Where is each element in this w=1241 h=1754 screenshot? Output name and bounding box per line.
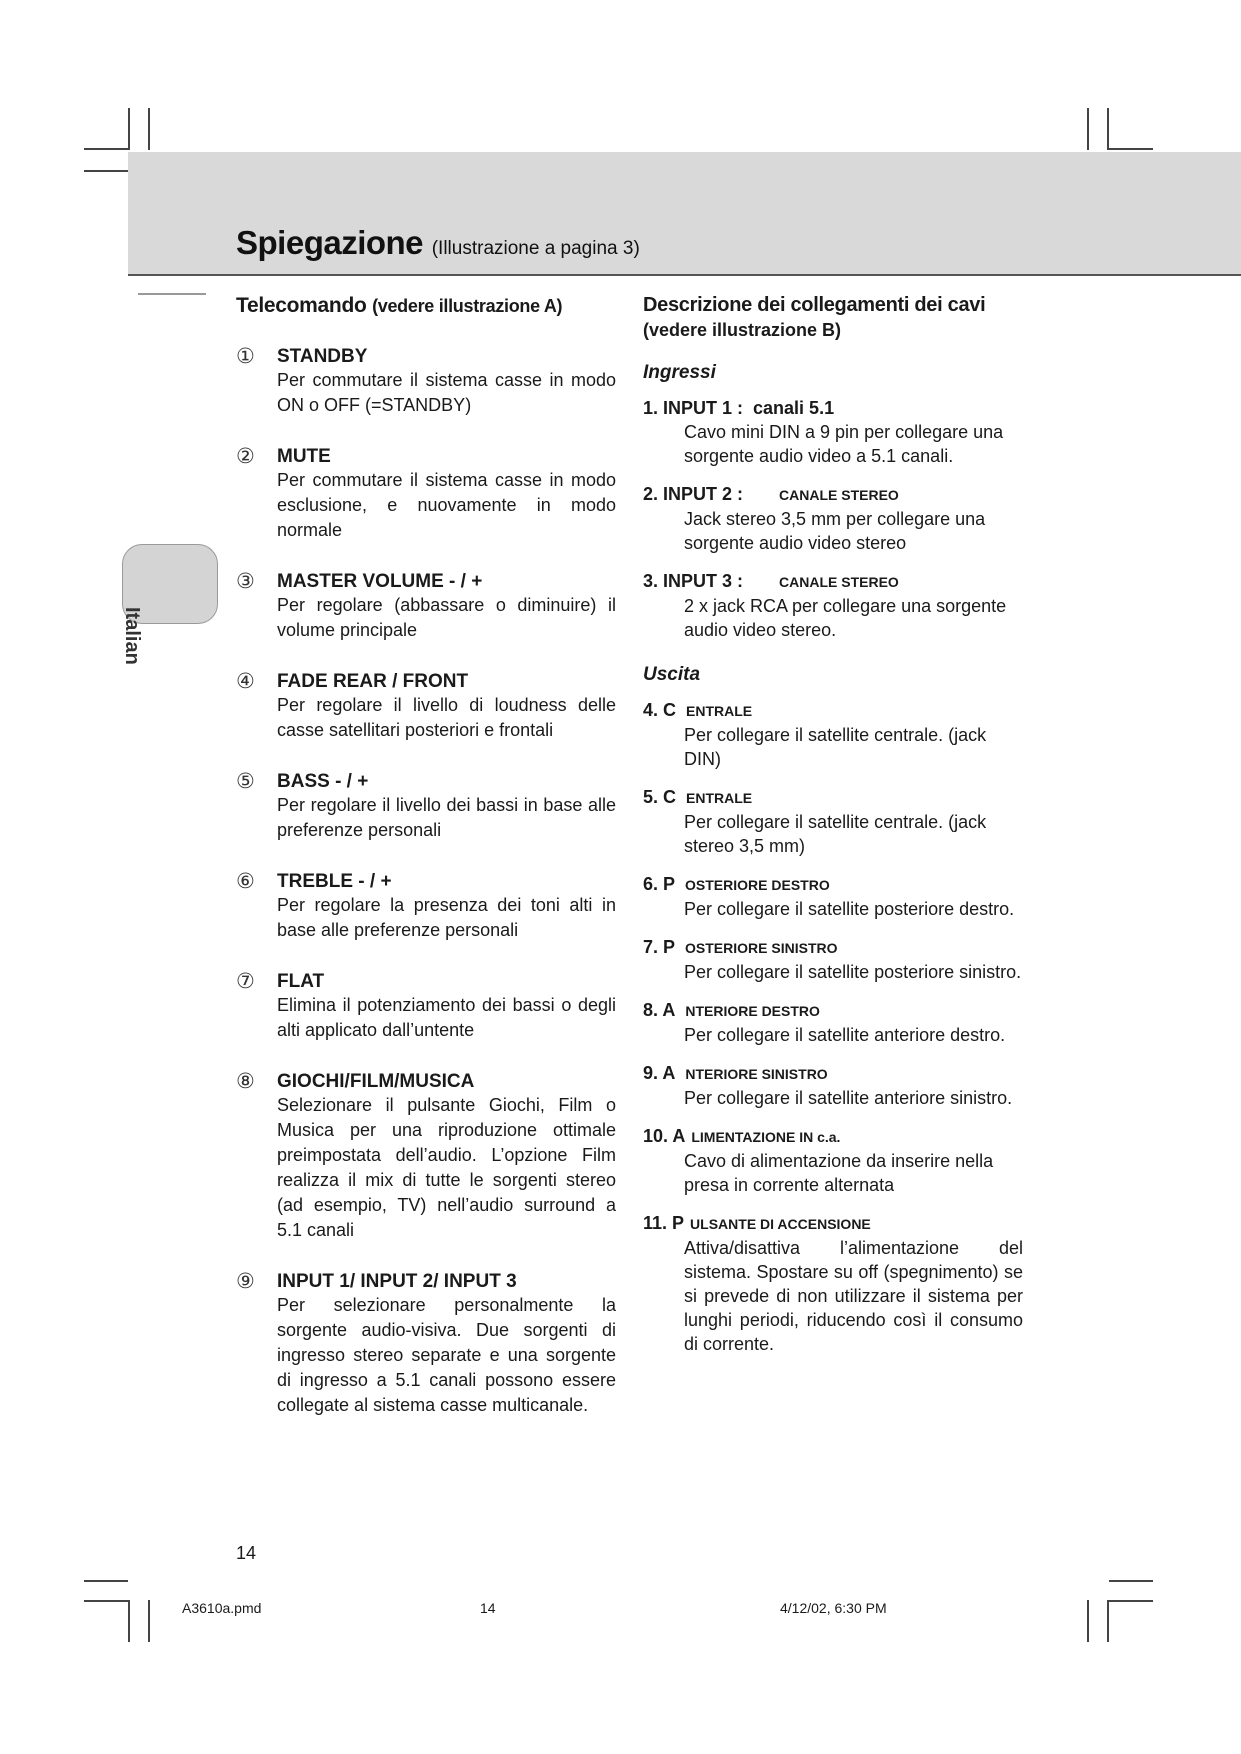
connection-description: Per collegare il satellite anteriore sinistro. [684,1088,1013,1108]
connection-tag: OSTERIORE SINISTRO [685,940,838,956]
connection-description: Per collegare il satellite posteriore sinistro. [684,962,1022,982]
crop-mark [1109,148,1153,150]
crop-mark [84,170,128,172]
connection-number: 11. P [643,1213,685,1233]
connection-item [643,569,1023,642]
item-label: MUTE [277,446,331,467]
connection-tag: NTERIORE DESTRO [685,1003,820,1019]
remote-item [236,570,616,643]
connection-tag: ENTRALE [686,790,753,806]
item-label: BASS - / + [277,771,369,792]
item-number: ⑧ [236,1070,255,1093]
crop-mark [148,1600,150,1642]
item-description: Per commutare il sistema casse in modo ON o OFF (=STANDBY) [277,370,616,415]
connection-item [643,482,1023,555]
connection-description: Attiva/disattiva l’alimentazione del sistema. Spostare su off (spegnimento) se si prevede di non utilizzare il sistema per lunghi periodi, riducendo così il consumo di corrente. [684,1238,1023,1354]
crop-mark [1109,1600,1153,1602]
remote-item [236,1270,616,1418]
crop-mark [128,108,130,150]
connection-description: Cavo mini DIN a 9 pin per collegare una sorgente audio video a 5.1 canali. [684,422,1004,466]
connection-number: 4. C [643,700,677,720]
connection-description: Per collegare il satellite centrale. (jack stereo 3,5 mm) [684,812,987,856]
inputs-heading: Ingressi [643,362,716,383]
item-description: Per selezionare personalmente la sorgente audio-visiva. Due sorgenti di ingresso stereo separate e una sorgente di ingresso a 5.1 canali possono essere collegate al sistema casse multicanale. [277,1295,616,1415]
connection-description: Per collegare il satellite centrale. (jack DIN) [684,725,987,769]
remote-item [236,870,616,943]
connection-item [643,698,1023,771]
item-description: Per regolare il livello di loudness delle casse satellitari posteriori e frontali [277,695,616,740]
item-description: Per commutare il sistema casse in modo esclusione, e nuovamente in modo normale [277,470,616,540]
connection-item [643,935,1023,984]
remote-title [236,294,616,318]
connection-item [643,1061,1023,1110]
connection-tag: ENTRALE [686,703,753,719]
footer-file-name: A3610a.pmd [182,1600,262,1616]
language-tab-label: Italian [121,607,143,665]
connection-tag: ULSANTE DI ACCENSIONE [690,1216,871,1232]
page-title [236,224,640,262]
connection-item [643,396,1023,468]
connection-tag: CANALE STEREO [779,487,899,503]
item-description: Per regolare la presenza dei toni alti in base alle preferenze personali [277,895,616,940]
connection-number: 9. A [643,1063,676,1083]
connection-number: 10. A [643,1126,686,1146]
connection-item [643,872,1023,921]
item-description: Elimina il potenziamento dei bassi o degli alti applicato dall’untente [277,995,616,1040]
item-label: STANDBY [277,346,368,367]
remote-item [236,970,616,1043]
remote-item [236,345,616,418]
crop-mark [148,108,150,150]
crop-mark [1087,1600,1089,1642]
connection-item [643,785,1023,858]
crop-mark [84,1600,128,1602]
connections-section [643,292,1023,1370]
item-number: ⑦ [236,970,255,993]
connection-description: Jack stereo 3,5 mm per collegare una sorgente audio video stereo [684,509,986,553]
connection-number: 2. INPUT 2 : [643,484,744,504]
page-number: 14 [236,1543,257,1563]
connection-item [643,1124,1023,1197]
connection-item [643,998,1023,1047]
connection-tag: OSTERIORE DESTRO [685,877,830,893]
remote-section [236,294,616,1445]
crop-mark [84,1580,128,1582]
connection-description: Per collegare il satellite anteriore destro. [684,1025,1006,1045]
item-number: ③ [236,570,255,593]
connection-number: 1. INPUT 1 : [643,398,744,418]
footer-page: 14 [480,1600,496,1616]
item-number: ② [236,445,255,468]
connection-number: 3. INPUT 3 : [643,571,744,591]
crop-mark [1087,108,1089,150]
connection-tag: canali 5.1 [753,398,835,418]
item-number: ⑨ [236,1270,255,1293]
page-subtitle: (Illustrazione a pagina 3) [431,238,640,259]
item-number: ⑤ [236,770,255,793]
connection-number: 5. C [643,787,677,807]
language-tab [121,544,218,665]
remote-item [236,445,616,543]
item-label: FADE REAR / FRONT [277,671,469,692]
item-description: Selezionare il pulsante Giochi, Film o Musica per una riproduzione ottimale preimpostata dell’audio. L’opzione Film realizza il mix di tutte le sorgenti stereo (ad esempio, TV) nell’audio surround a 5.1 canali [277,1095,616,1240]
item-number: ④ [236,670,255,693]
connection-number: 6. P [643,874,676,894]
item-label: GIOCHI/FILM/MUSICA [277,1071,475,1092]
remote-title-text: Telecomando [236,294,367,317]
side-rule [138,293,206,295]
connection-description: 2 x jack RCA per collegare una sorgente audio video stereo. [684,596,1007,640]
item-label: INPUT 1/ INPUT 2/ INPUT 3 [277,1271,517,1292]
crop-mark [128,1600,130,1642]
item-number: ⑥ [236,870,255,893]
item-label: TREBLE - / + [277,871,392,892]
connections-title: Descrizione dei collegamenti dei cavi [643,294,986,316]
remote-item [236,670,616,743]
remote-title-note: (vedere illustrazione A) [372,296,563,316]
item-number: ① [236,345,255,368]
connection-tag: CANALE STEREO [779,574,899,590]
connections-subtitle: (vedere illustrazione B) [643,320,842,340]
page-title-text: Spiegazione [236,224,424,261]
crop-mark [1107,1600,1109,1642]
connection-tag: NTERIORE SINISTRO [685,1066,828,1082]
footer-date: 4/12/02, 6:30 PM [780,1600,887,1616]
item-label: MASTER VOLUME - / + [277,571,483,592]
crop-mark [1109,1580,1153,1582]
connection-number: 7. P [643,937,676,957]
item-label: FLAT [277,971,325,992]
outputs-heading: Uscita [643,664,701,685]
connection-item [643,1211,1023,1356]
connection-number: 8. A [643,1000,676,1020]
remote-item [236,1070,616,1243]
connection-description: Per collegare il satellite posteriore destro. [684,899,1015,919]
crop-mark [84,148,128,150]
item-description: Per regolare il livello dei bassi in base alle preferenze personali [277,795,616,840]
remote-item [236,770,616,843]
connection-tag: LIMENTAZIONE IN c.a. [691,1129,841,1145]
item-description: Per regolare (abbassare o diminuire) il volume principale [277,595,616,640]
connection-description: Cavo di alimentazione da inserire nella presa in corrente alternata [684,1151,994,1195]
crop-mark [1107,108,1109,150]
